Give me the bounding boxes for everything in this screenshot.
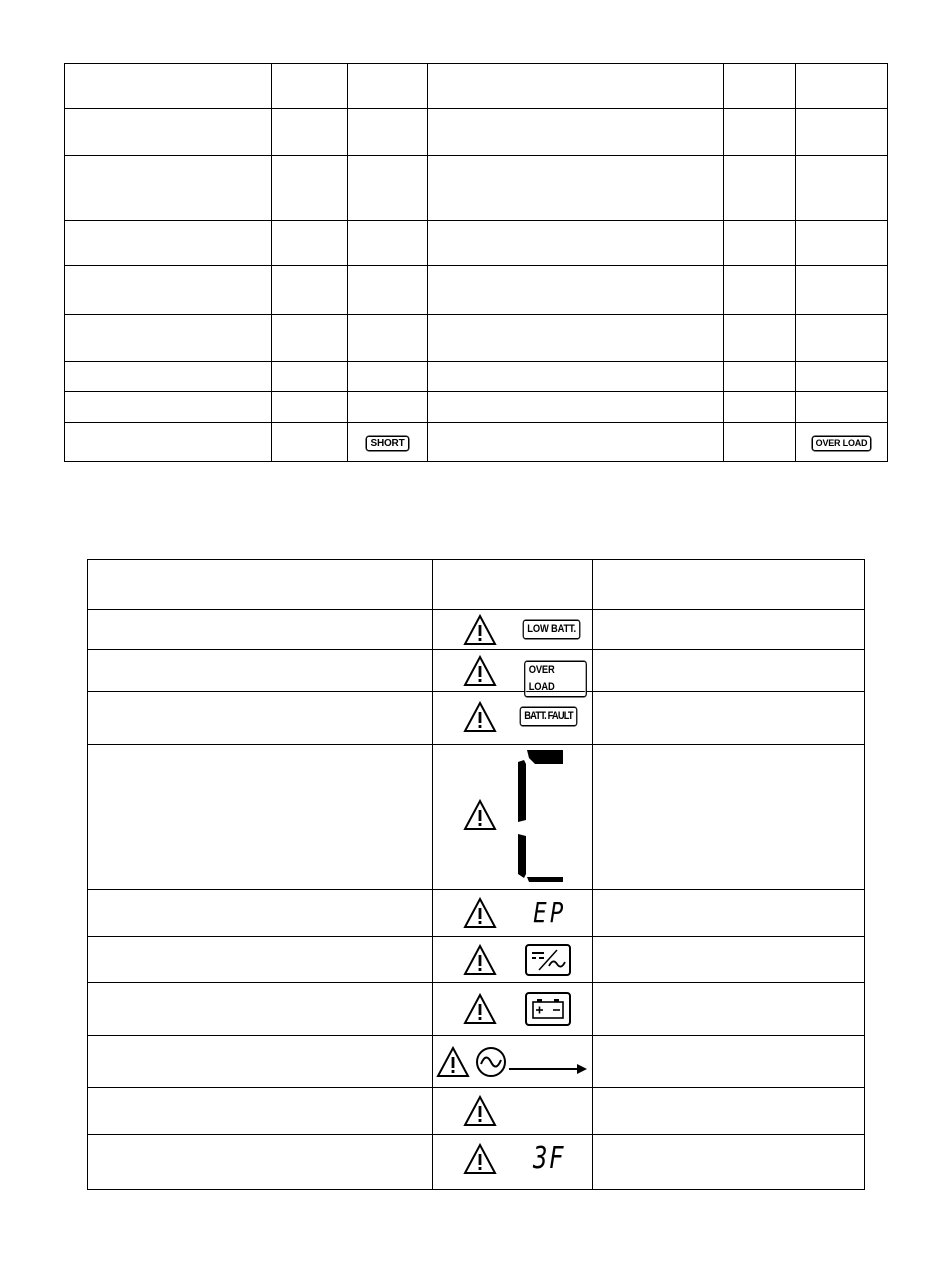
table-cell: [593, 692, 865, 745]
table-cell: [272, 266, 348, 315]
table-cell: [433, 610, 593, 650]
table-cell: [428, 109, 724, 156]
table-cell: [88, 1088, 433, 1135]
table-cell: [724, 109, 796, 156]
table-cell: [724, 64, 796, 109]
table-cell: [433, 692, 593, 745]
table-cell: [593, 1088, 865, 1135]
overload-badge: OVER LOAD: [812, 436, 872, 451]
table-cell: [433, 1088, 593, 1135]
table-cell: [65, 266, 272, 315]
table-row: [88, 1036, 865, 1088]
table-cell: [272, 315, 348, 362]
table-cell: [272, 109, 348, 156]
warning-icon: [463, 897, 497, 929]
table-cell: [348, 315, 428, 362]
table-cell: [724, 362, 796, 392]
table-cell: [433, 1036, 593, 1088]
table-cell: [433, 983, 593, 1036]
table-cell: [348, 423, 428, 462]
table-cell: [272, 64, 348, 109]
table-cell: [88, 610, 433, 650]
table-row: [88, 983, 865, 1036]
table-header-row: [65, 64, 888, 109]
table-cell: [348, 221, 428, 266]
warning-icon: [436, 1046, 470, 1078]
table-cell: [272, 423, 348, 462]
warning-icon: [463, 993, 497, 1025]
table-cell: [272, 392, 348, 423]
segment-bracket-display: [515, 750, 571, 884]
table-cell: [428, 221, 724, 266]
table-cell: [593, 890, 865, 937]
table-cell: [88, 692, 433, 745]
table-cell: [593, 983, 865, 1036]
warning-icon: [463, 1143, 497, 1175]
table-row: [88, 890, 865, 937]
table-cell: [348, 156, 428, 221]
table-row: [88, 692, 865, 745]
table-cell: [724, 392, 796, 423]
error-code-display: 3F: [533, 1141, 566, 1176]
table-row: [88, 745, 865, 890]
table-cell: [593, 650, 865, 692]
table-row: [65, 362, 888, 392]
table-cell: [593, 1036, 865, 1088]
table-cell: [796, 266, 888, 315]
batt-fault-badge: BATT. FAULT: [520, 707, 577, 726]
table-cell: [65, 423, 272, 462]
table-cell: [428, 392, 724, 423]
table-cell: [433, 937, 593, 983]
battery-icon: [525, 992, 571, 1026]
table-cell: [88, 890, 433, 937]
table-cell: [724, 156, 796, 221]
table-cell: [272, 156, 348, 221]
table-cell: [593, 745, 865, 890]
table-cell: [65, 362, 272, 392]
table-cell: [433, 890, 593, 937]
inverter-dc-ac-icon: [525, 944, 571, 976]
table-cell: [593, 560, 865, 610]
table-row: [88, 937, 865, 983]
table-cell: [348, 64, 428, 109]
table-cell: [428, 266, 724, 315]
table-cell: [796, 156, 888, 221]
table-cell: [348, 392, 428, 423]
table-cell: [724, 423, 796, 462]
table-cell: [796, 221, 888, 266]
table-cell: [433, 745, 593, 890]
warning-indicator-table: [87, 559, 865, 1190]
table-cell: [88, 650, 433, 692]
table-cell: [65, 221, 272, 266]
table-cell: [428, 64, 724, 109]
table-cell: [796, 64, 888, 109]
table-cell: [348, 362, 428, 392]
table-cell: [65, 64, 272, 109]
warning-icon: [463, 655, 497, 687]
table-cell: [272, 221, 348, 266]
table-cell: [433, 560, 593, 610]
table-row: [88, 610, 865, 650]
table-cell: [428, 423, 724, 462]
warning-icon: [463, 1095, 497, 1127]
table-cell: [88, 1036, 433, 1088]
warning-icon: [463, 614, 497, 646]
table-cell: [796, 315, 888, 362]
table-cell: [433, 650, 593, 692]
table-row: [88, 1088, 865, 1135]
table-cell: [593, 937, 865, 983]
table-row: [88, 650, 865, 692]
table-cell: [796, 362, 888, 392]
table-row: [65, 221, 888, 266]
table-cell: [428, 315, 724, 362]
ep-display: EP: [533, 896, 567, 929]
table-cell: [65, 109, 272, 156]
table-cell: [88, 937, 433, 983]
table-cell: [88, 1135, 433, 1190]
table-cell: [428, 156, 724, 221]
table-header-row: [88, 560, 865, 610]
table-row: [65, 109, 888, 156]
table-row: [65, 266, 888, 315]
short-badge: SHORT: [366, 436, 408, 451]
warning-icon: [463, 799, 497, 831]
table-row: [65, 156, 888, 221]
table-cell: [65, 156, 272, 221]
overload-badge: OVER LOAD: [524, 661, 586, 697]
warning-icon: [463, 701, 497, 733]
table-cell: [433, 1135, 593, 1190]
table-cell: [88, 983, 433, 1036]
low-batt-badge: LOW BATT.: [523, 620, 580, 639]
table-row: [65, 392, 888, 423]
table-cell: [88, 560, 433, 610]
status-table: [64, 63, 888, 462]
table-row: [88, 1135, 865, 1190]
table-cell: [428, 362, 724, 392]
table-cell: [88, 745, 433, 890]
table-row: [65, 423, 888, 462]
table-cell: [796, 109, 888, 156]
table-cell: [348, 266, 428, 315]
table-cell: [593, 610, 865, 650]
table-cell: [348, 109, 428, 156]
table-cell: [65, 392, 272, 423]
table-cell: [272, 362, 348, 392]
ac-sine-arrow-icon: [475, 1044, 589, 1080]
table-row: [65, 315, 888, 362]
table-cell: [796, 392, 888, 423]
table-cell: [796, 423, 888, 462]
warning-icon: [463, 944, 497, 976]
table-cell: [724, 266, 796, 315]
table-cell: [593, 1135, 865, 1190]
table-cell: [65, 315, 272, 362]
table-cell: [724, 221, 796, 266]
table-cell: [724, 315, 796, 362]
